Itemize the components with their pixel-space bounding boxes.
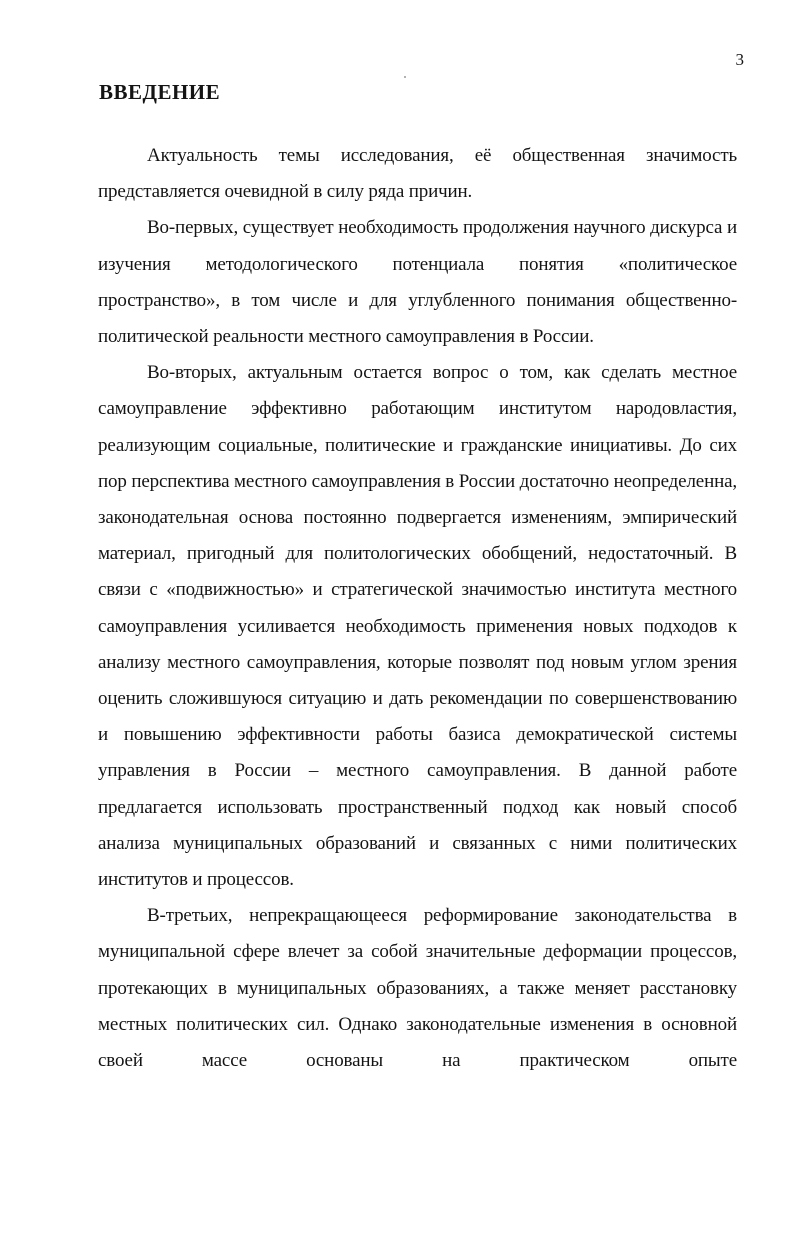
section-heading: ВВЕДЕНИЕ <box>99 80 221 104</box>
paragraph-second: Во-вторых, актуальным остается вопрос о том, как сделать местное самоуправление эффективно работающим институтом народовластия, реализующим социальные, политические и гражданские инициативы. До сих пор перспектива местного самоуправления в России достаточно неопределенна, законодательная основа постоянно подвергается изменениям, эмпирический материал, пригодный для политологических обобщений, недостаточный. В связи с «подвижностью» и стратегической значимостью института местного самоуправления усиливается необходимость применения новых подходов к анализу местного самоуправления, которые позволят под новым углом зрения оценить сложившуюся ситуацию и дать рекомендации по совершенствованию и повышению эффективности работы базиса демократической системы управления в России – местного самоуправления. В данной работе предлагается использовать пространственный подход как новый способ анализа муниципальных образований и связанных с ними политических институтов и процессов. <box>98 362 737 891</box>
paragraph-first: Во-первых, существует необходимость продолжения научного дискурса и изучения методологического потенциала понятия «политическое пространство», в том числе и для углубленного понимания общественно-политической реальности местного самоуправления в России. <box>98 217 737 348</box>
paragraph-third: В-третьих, непрекращающееся реформирование законодательства в муниципальной сфере влечет за собой значительные деформации процессов, протекающих в муниципальных образованиях, а также меняет расстановку местных политических сил. Однако законодательные изменения в основной своей массе основаны на практическом опыте <box>98 905 737 1072</box>
scan-speck <box>404 76 406 78</box>
paragraph-relevance: Актуальность темы исследования, её общественная значимость представляется очевидной в силу ряда причин. <box>98 145 737 203</box>
body-text <box>98 138 737 1079</box>
page-number: 3 <box>735 50 744 69</box>
